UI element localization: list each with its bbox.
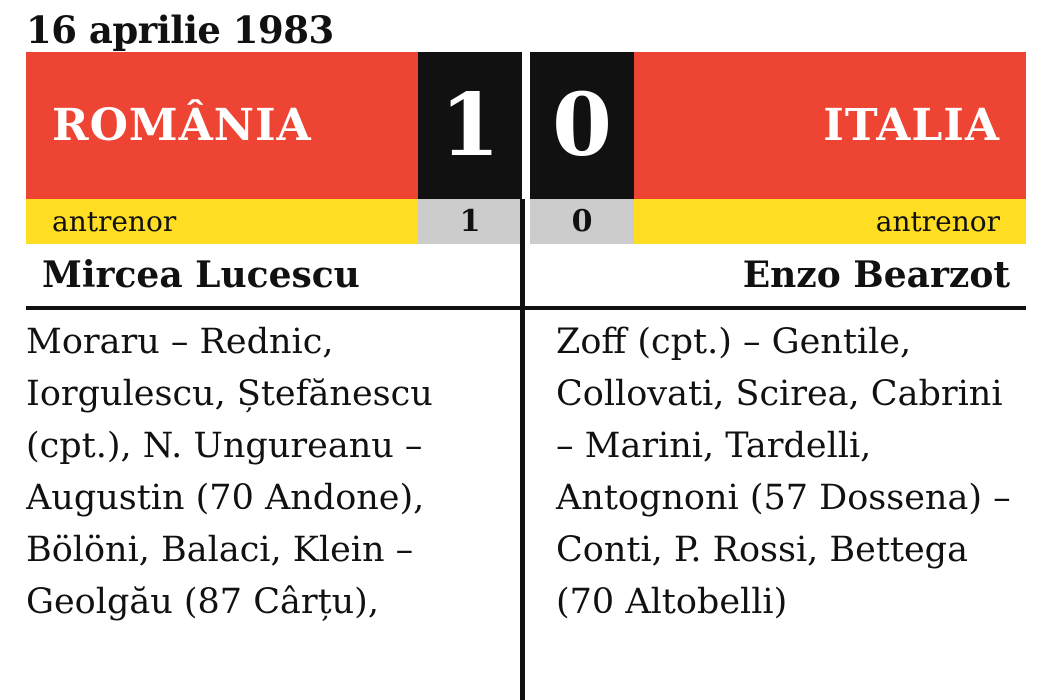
match-date: 16 aprilie 1983 <box>26 8 334 52</box>
away-coach-label: antrenor <box>875 205 1000 238</box>
lineups-section <box>26 316 1026 700</box>
coach-names-row <box>26 244 1026 310</box>
away-team-name: ITALIA <box>823 100 1000 151</box>
home-coach-label: antrenor <box>52 205 177 238</box>
home-lineup: Moraru – Rednic, Iorgulescu, Ștefănescu (cpt.), N. Ungureanu – Augustin (70 Andone), Bölöni, Balaci, Klein – Geolgău (87 Cârțu), <box>26 322 433 622</box>
home-team-name: ROMÂNIA <box>52 100 312 151</box>
home-coach-name: Mircea Lucescu <box>42 254 360 296</box>
coach-label-strip <box>26 199 1026 244</box>
halftime-away-score: 0 <box>530 199 634 244</box>
away-lineup: Zoff (cpt.) – Gentile, Collovati, Scirea, Cabrini – Marini, Tardelli, Antognoni (57 Dossena) – Conti, P. Rossi, Bettega (70 Altobelli) <box>556 322 1011 622</box>
home-score: 1 <box>418 52 522 199</box>
away-score: 0 <box>530 52 634 199</box>
score-banner <box>26 52 1026 199</box>
away-coach-name: Enzo Bearzot <box>742 254 1010 296</box>
score-separator <box>522 52 530 199</box>
halftime-home-score: 1 <box>418 199 522 244</box>
column-divider <box>520 199 525 700</box>
